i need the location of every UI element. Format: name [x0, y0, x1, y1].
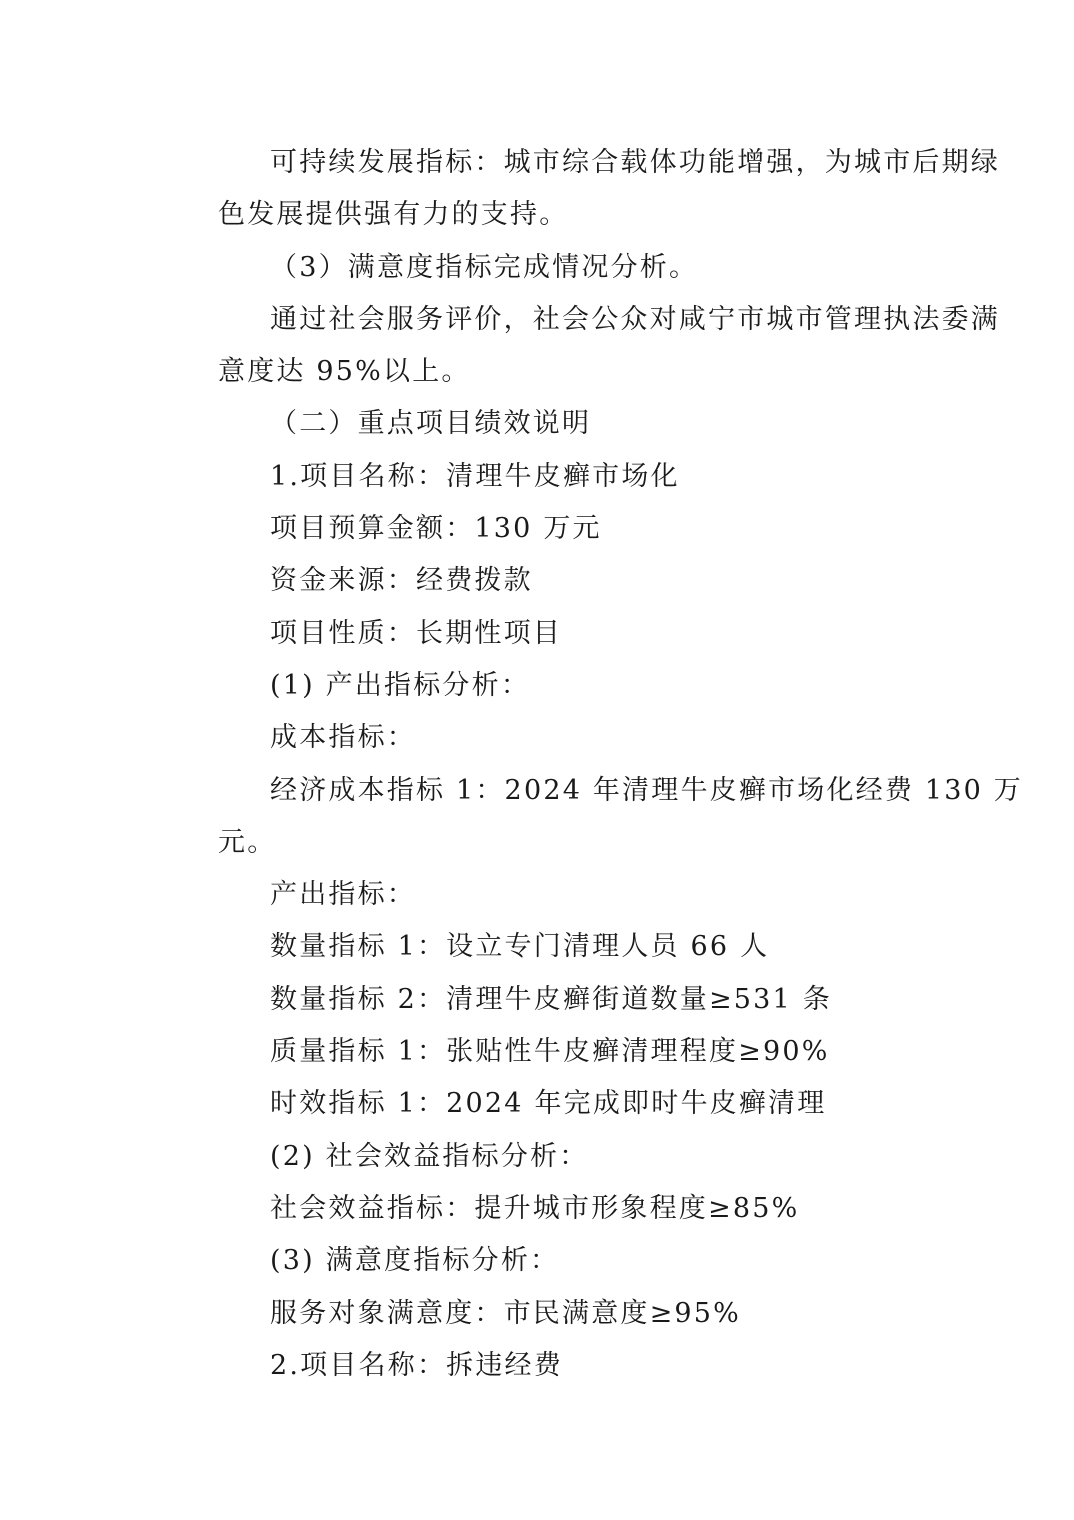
project-1-budget	[166, 503, 916, 555]
text-line: 项目预算金额：130 万元	[270, 513, 602, 545]
quantity-indicator-1	[166, 921, 916, 973]
text-line: 色发展提供强有力的支持。	[218, 199, 569, 231]
social-benefit-indicator	[166, 1183, 916, 1235]
quantity-indicator-2	[166, 974, 916, 1026]
text-line: 经济成本指标 1：2024 年清理牛皮癣市场化经费 130 万	[270, 774, 1023, 806]
text-line: 服务对象满意度：市民满意度≥95%	[270, 1297, 742, 1329]
text-line: 通过社会服务评价，社会公众对咸宁市城市管理执法委满	[270, 303, 1000, 335]
text-line: 可持续发展指标：城市综合载体功能增强，为城市后期绿	[270, 147, 1000, 178]
text-line: (3) 满意度指标分析：	[270, 1245, 560, 1277]
output-indicator-label	[166, 869, 916, 921]
text-line: 时效指标 1：2024 年完成即时牛皮癣清理	[270, 1088, 827, 1120]
text-line: (2) 社会效益指标分析：	[270, 1140, 589, 1172]
section-heading-key-projects	[166, 398, 916, 450]
economic-cost-indicator	[166, 765, 1023, 870]
project-1-funding-source	[166, 555, 916, 607]
service-satisfaction-indicator	[166, 1288, 916, 1340]
text-line: 1.项目名称：清理牛皮癣市场化	[270, 460, 680, 492]
project-2-name	[166, 1340, 916, 1392]
output-indicator-heading	[166, 660, 916, 712]
text-line: (1) 产出指标分析：	[270, 669, 531, 701]
cost-indicator-label	[166, 712, 916, 764]
project-1-name	[166, 451, 916, 503]
text-line: 元。	[218, 826, 277, 858]
paragraph-sustainability-indicator	[166, 137, 1000, 242]
timeliness-indicator-1	[166, 1078, 916, 1130]
text-line: 项目性质：长期性项目	[270, 617, 562, 649]
text-line: 产出指标：	[270, 879, 416, 911]
text-line: 质量指标 1：张贴性牛皮癣清理程度≥90%	[270, 1036, 830, 1068]
paragraph-satisfaction-result	[166, 294, 1000, 399]
text-line: 社会效益指标：提升城市形象程度≥85%	[270, 1192, 800, 1224]
text-line: 2.项目名称：拆违经费	[270, 1349, 563, 1381]
social-benefit-heading	[166, 1131, 916, 1183]
document-body	[166, 137, 1023, 1392]
text-line: （3）满意度指标完成情况分析。	[270, 251, 699, 283]
text-line: （二）重点项目绩效说明	[270, 408, 592, 440]
paragraph-satisfaction-heading	[166, 242, 916, 294]
text-line: 成本指标：	[270, 722, 416, 754]
text-line: 数量指标 1：设立专门清理人员 66 人	[270, 931, 770, 963]
quality-indicator-1	[166, 1026, 916, 1078]
text-line: 资金来源：经费拨款	[270, 565, 533, 597]
project-1-nature	[166, 608, 916, 660]
satisfaction-indicator-heading	[166, 1235, 916, 1287]
text-line: 意度达 95%以上。	[218, 356, 471, 388]
text-line: 数量指标 2：清理牛皮癣街道数量≥531 条	[270, 983, 832, 1015]
